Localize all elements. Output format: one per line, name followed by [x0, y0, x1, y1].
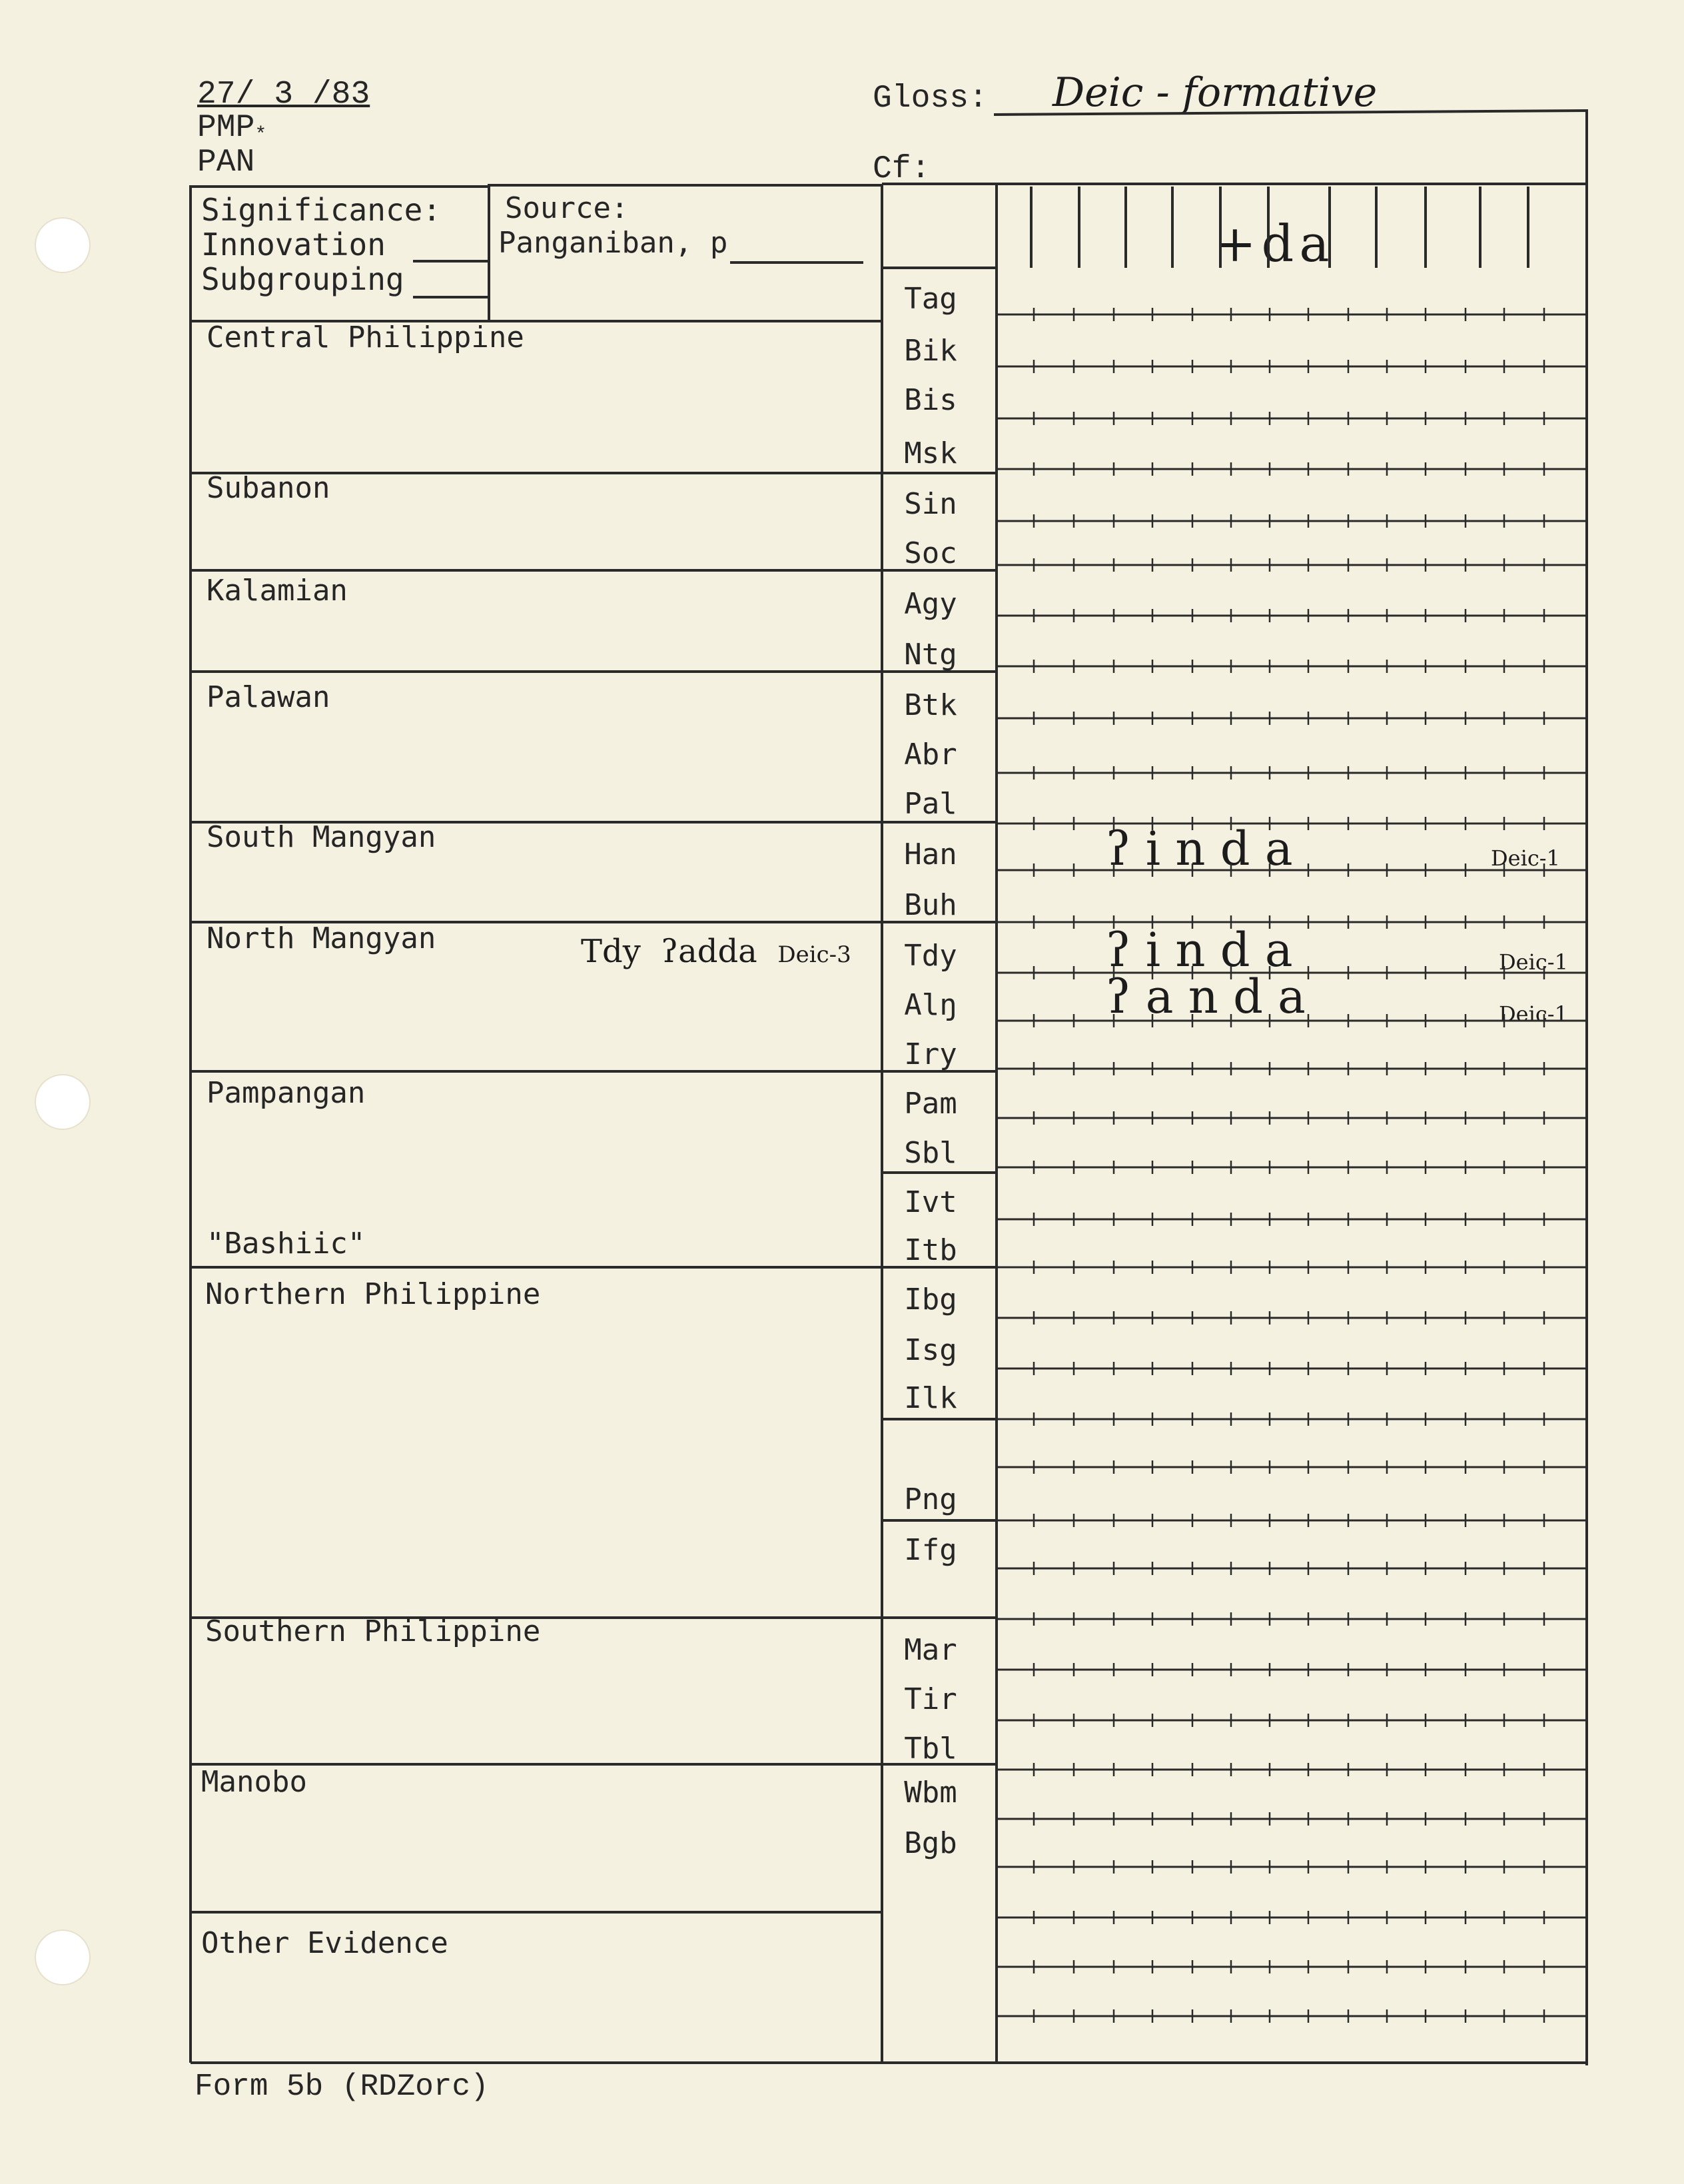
lang-sin: Sin	[904, 487, 957, 521]
lang-ntg: Ntg	[904, 638, 957, 672]
entry-tdy-form: ʔ i n d a	[1106, 923, 1293, 977]
lang-wbm: Wbm	[904, 1776, 957, 1810]
lang-buh: Buh	[904, 888, 957, 922]
entry-han-form: ʔ i n d a	[1106, 821, 1293, 876]
form-footer: Form 5b (RDZorc)	[195, 2069, 489, 2104]
group-bashiic: "Bashiic"	[207, 1227, 366, 1261]
group-pampangan: Pampangan	[207, 1076, 366, 1110]
lang-itb: Itb	[904, 1233, 957, 1267]
lang-btk: Btk	[904, 688, 957, 722]
lang-sbl: Sbl	[904, 1136, 957, 1170]
pmp-label: PMP*	[197, 110, 267, 147]
date: 27/ 3 /83	[197, 77, 370, 113]
north-mangyan-note: Tdy ʔadda Deic-3	[581, 933, 851, 970]
asterisk-mark: *	[254, 124, 267, 147]
group-southern-philippine: Southern Philippine	[205, 1614, 541, 1648]
lang-ibg: Ibg	[904, 1283, 957, 1317]
reconstruction-form: +da	[1214, 214, 1335, 273]
pan-label: PAN	[197, 145, 255, 181]
lang-bik: Bik	[904, 334, 957, 368]
significance-title: Significance:	[201, 192, 442, 228]
source-label: Source:	[505, 191, 629, 225]
group-subanon: Subanon	[207, 471, 330, 505]
group-northern-philippine: Northern Philippine	[205, 1277, 541, 1311]
lang-isg: Isg	[904, 1333, 957, 1367]
lang-tag: Tag	[904, 282, 957, 316]
lang-pal: Pal	[904, 787, 957, 821]
entry-aln-form: ʔ a n d a	[1106, 969, 1306, 1024]
subgrouping-label: Subgrouping	[201, 261, 404, 297]
source-value: Panganiban, p	[498, 226, 728, 260]
group-palawan: Palawan	[207, 680, 330, 714]
lang-ifg: Ifg	[904, 1533, 957, 1567]
gloss-label: Gloss:	[873, 81, 988, 117]
group-kalamian: Kalamian	[207, 574, 348, 608]
lang-bis: Bis	[904, 383, 957, 417]
lang-bgb: Bgb	[904, 1826, 957, 1860]
gloss-value: Deic - formative	[1052, 69, 1378, 116]
group-other-evidence: Other Evidence	[201, 1926, 448, 1960]
lang-tbl: Tbl	[904, 1732, 957, 1766]
lang-msk: Msk	[904, 436, 957, 470]
lang-agy: Agy	[904, 587, 957, 621]
group-south-mangyan: South Mangyan	[207, 820, 436, 854]
lang-abr: Abr	[904, 738, 957, 772]
cf-label: Cf:	[873, 151, 931, 187]
writing-lines	[997, 308, 1585, 2023]
lang-tdy: Tdy	[904, 939, 957, 973]
entry-han-tag: Deic-1	[1491, 845, 1560, 871]
lang-aln: Alŋ	[904, 988, 957, 1022]
lang-ivt: Ivt	[904, 1185, 957, 1219]
lang-mar: Mar	[904, 1633, 957, 1667]
lang-png: Png	[904, 1482, 957, 1516]
lang-ilk: Ilk	[904, 1381, 957, 1415]
group-north-mangyan: North Mangyan	[207, 921, 436, 955]
lang-soc: Soc	[904, 536, 957, 570]
entry-aln-tag: Deic-1	[1499, 1001, 1568, 1027]
lang-pam: Pam	[904, 1087, 957, 1121]
lang-iry: Iry	[904, 1037, 957, 1071]
entry-tdy-tag: Deic-1	[1499, 949, 1568, 975]
group-central-philippine: Central Philippine	[207, 320, 524, 354]
innovation-label: Innovation	[201, 227, 386, 263]
group-manobo: Manobo	[201, 1765, 307, 1799]
lang-tir: Tir	[904, 1682, 957, 1716]
lang-han: Han	[904, 837, 957, 871]
